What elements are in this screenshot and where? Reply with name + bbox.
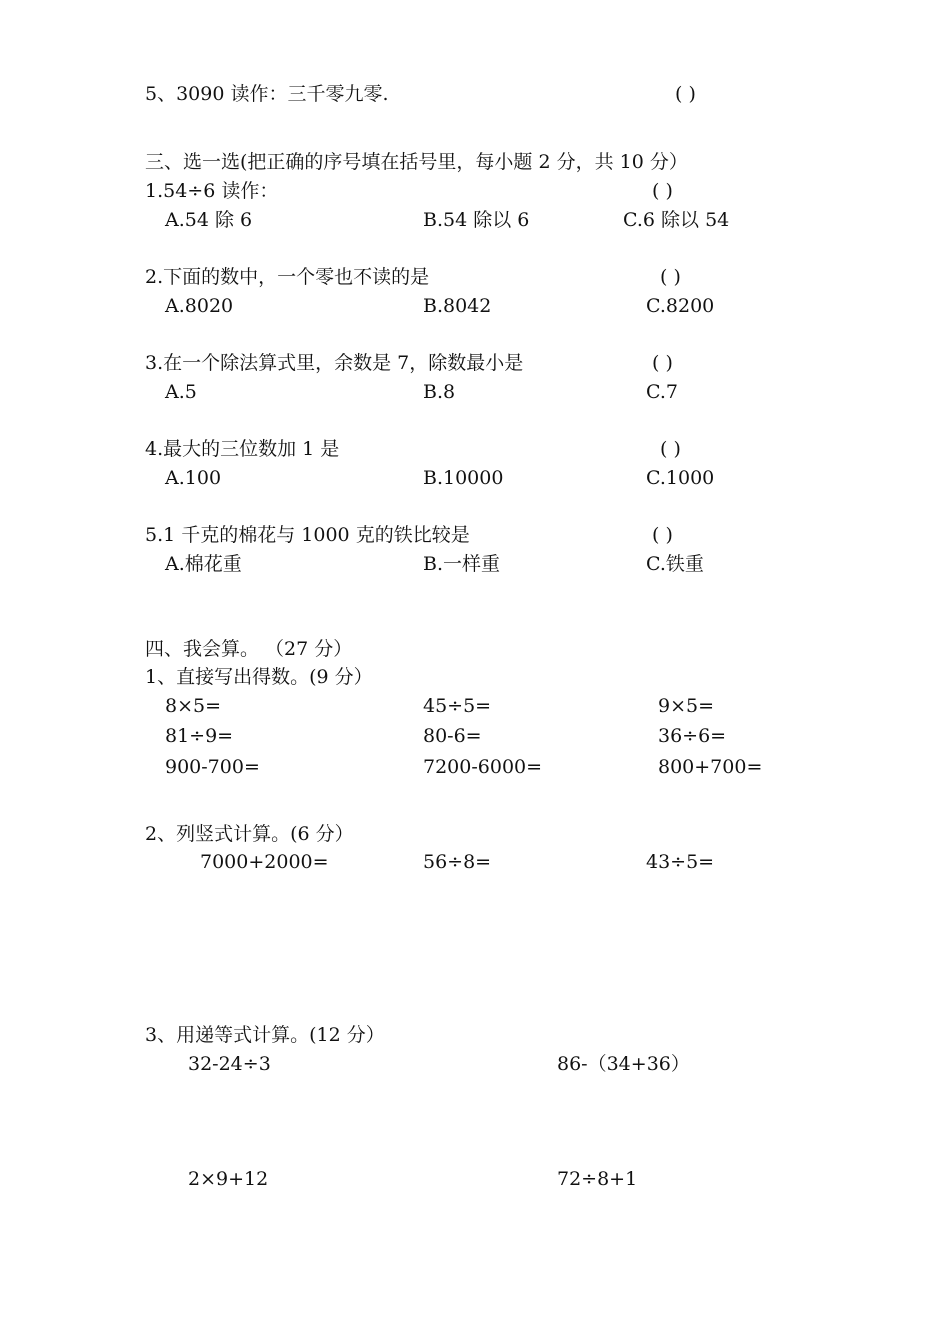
calc-item: 36÷6= (658, 725, 727, 747)
mc-question-5-stem: 5.1 千克的棉花与 1000 克的铁比较是 (145, 524, 470, 546)
subsection-1-title: 1、直接写出得数。(9 分） (145, 666, 373, 688)
calc-item: 80-6= (423, 725, 482, 747)
option-b: B.8042 (423, 295, 492, 317)
option-a: A.5 (165, 381, 197, 403)
calc-item: 900-700= (165, 756, 260, 778)
stepwise-calc-item: 72÷8+1 (557, 1168, 638, 1190)
question-5-text: 5、3090 读作：三千零九零. (145, 83, 389, 105)
option-a: A.100 (165, 467, 222, 489)
mc-question-4-stem: 4.最大的三位数加 1 是 (145, 438, 340, 460)
answer-bracket[interactable]: ( ) (660, 266, 681, 288)
vertical-calc-item: 43÷5= (646, 851, 715, 873)
section-3-heading: 三、选一选(把正确的序号填在括号里，每小题 2 分，共 10 分） (145, 151, 688, 173)
section-4-heading: 四、我会算。 （27 分） (145, 638, 353, 660)
subsection-2-title: 2、列竖式计算。(6 分） (145, 823, 354, 845)
stepwise-calc-item: 86-（34+36） (557, 1053, 690, 1075)
stepwise-calc-item: 2×9+12 (188, 1168, 269, 1190)
answer-bracket[interactable]: ( ) (675, 83, 696, 105)
mc-question-1-stem: 1.54÷6 读作： (145, 180, 279, 202)
option-c: C.铁重 (646, 553, 704, 575)
option-a: A.8020 (165, 295, 234, 317)
calc-item: 45÷5= (423, 695, 492, 717)
option-c: C.6 除以 54 (623, 209, 730, 231)
answer-bracket[interactable]: ( ) (660, 438, 681, 460)
calc-item: 800+700= (658, 756, 763, 778)
option-a: A.54 除 6 (165, 209, 253, 231)
option-b: B.一样重 (423, 553, 501, 575)
subsection-3-title: 3、用递等式计算。(12 分） (145, 1024, 385, 1046)
stepwise-calc-item: 32-24÷3 (188, 1053, 271, 1075)
option-c: C.1000 (646, 467, 715, 489)
option-b: B.10000 (423, 467, 504, 489)
vertical-calc-item: 56÷8= (423, 851, 492, 873)
option-c: C.7 (646, 381, 678, 403)
option-a: A.棉花重 (165, 553, 242, 575)
mc-question-3-stem: 3.在一个除法算式里，余数是 7，除数最小是 (145, 352, 524, 374)
calc-item: 9×5= (658, 695, 715, 717)
calc-item: 8×5= (165, 695, 222, 717)
option-b: B.8 (423, 381, 456, 403)
calc-item: 81÷9= (165, 725, 234, 747)
answer-bracket[interactable]: ( ) (652, 352, 673, 374)
calc-item: 7200-6000= (423, 756, 543, 778)
option-c: C.8200 (646, 295, 715, 317)
answer-bracket[interactable]: ( ) (652, 524, 673, 546)
vertical-calc-item: 7000+2000= (200, 851, 329, 873)
mc-question-2-stem: 2.下面的数中，一个零也不读的是 (145, 266, 430, 288)
option-b: B.54 除以 6 (423, 209, 530, 231)
answer-bracket[interactable]: ( ) (652, 180, 673, 202)
